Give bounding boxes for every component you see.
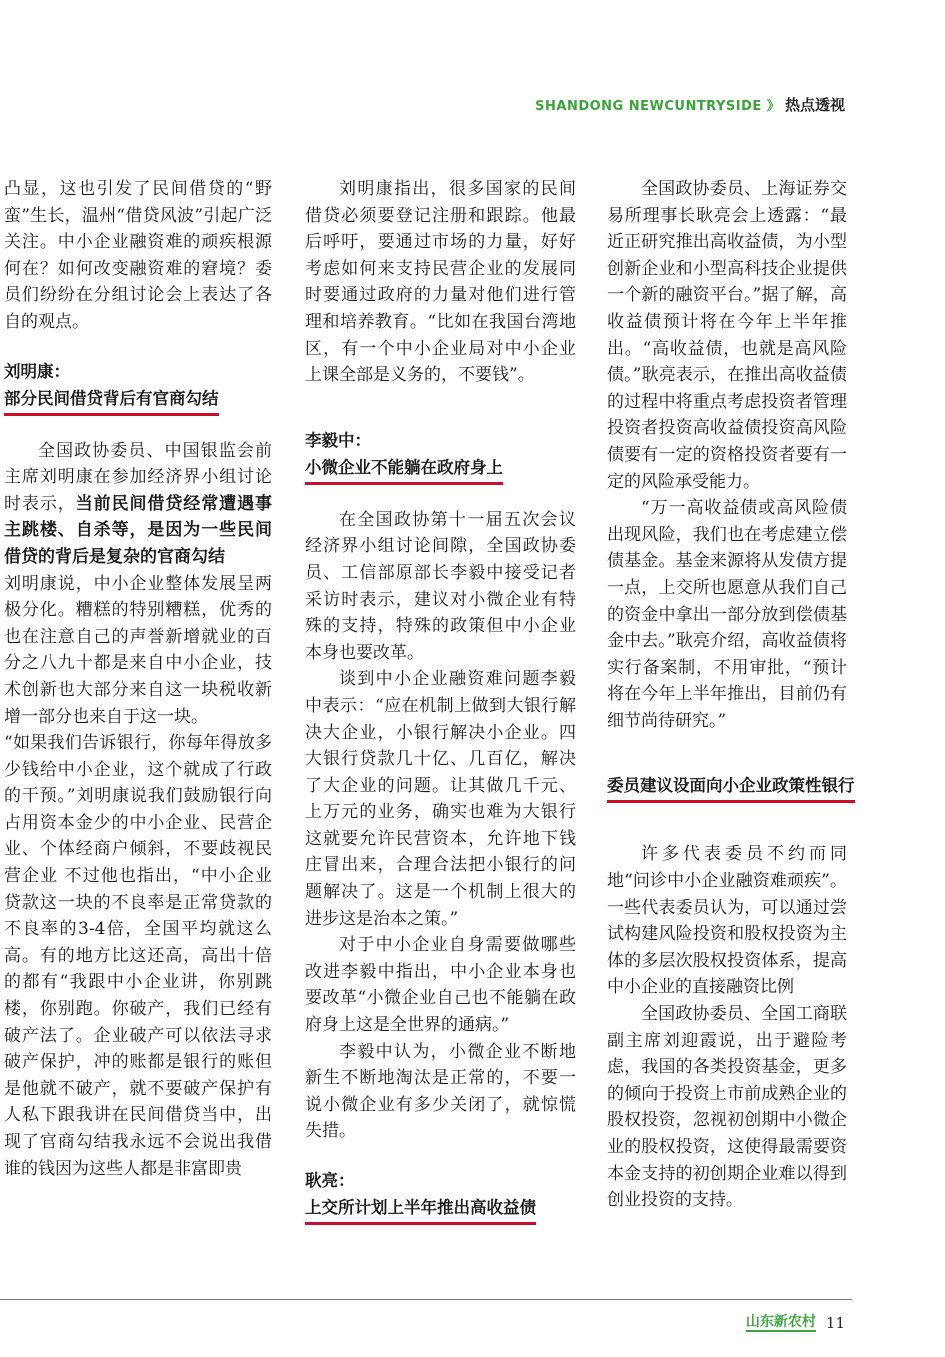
subheading-speaker: 刘明康： bbox=[4, 361, 70, 381]
body-text: 全国政协委员、中国银监会前主席刘明康在参加经济界小组讨论时表示， bbox=[4, 440, 272, 514]
body-paragraph: 全国政协委员、全国工商联副主席刘迎霞说，出于避险考虑，我国的各类投资基金，更多的倾向于投资上市前成熟企业的股权投资，忽视初创期中小微企业的股权投资，这使得最需要资本金支持的初创期企业难以得到创业投资的支持。 bbox=[607, 1004, 847, 1211]
footer-divider bbox=[0, 1299, 852, 1300]
section-name: 热点透视 bbox=[784, 96, 845, 114]
subheading-title: 小微企业不能躺在政府身上 bbox=[305, 454, 503, 485]
running-header bbox=[535, 94, 845, 115]
header-separator: 》 bbox=[766, 99, 780, 114]
page-number: 11 bbox=[825, 1314, 845, 1332]
column-2 bbox=[305, 176, 576, 1225]
column-3 bbox=[607, 176, 855, 1214]
subheading-title: 委员建议设面向小企业政策性银行 bbox=[607, 772, 855, 803]
subheading-li-yizhong bbox=[305, 427, 576, 485]
subheading-title: 上交所计划上半年推出高收益债 bbox=[305, 1194, 536, 1225]
subheading-policy-bank bbox=[607, 772, 855, 803]
body-paragraph: 全国政协委员、上海证券交易所理事长耿亮会上透露：“最近正研究推出高收益债，为小型创新企业和小型高科技企业提供一个新的融资平台。”据了解，高收益债预计将在今年上半年推出。“高收益债，也就是高风险债。”耿亮表示，在推出高收益债的过程中将重点考虑投资者管理投资者投资高收益债投资高风险债要有一定的资格投资者要有一定的风险承受能力。 bbox=[607, 179, 847, 492]
intro-paragraph: 凸显，这也引发了民间借贷的“野蛮”生长，温州“借贷风波”引起广泛关注。中小企业融资难的顽疾根源何在？如何改变融资难的窘境？委员们纷纷在分组讨论会上表达了各自的观点。 bbox=[4, 179, 272, 332]
body-paragraph: 刘明康指出，很多国家的民间借贷必须要登记注册和跟踪。他最后呼吁，要通过市场的力量，好好考虑如何来支持民营企业的发展同时要通过政府的力量对他们进行管理和培养教育。“比如在我国台湾地区，有一个中小企业局对中小企业上课全部是义务的，不要钱”。 bbox=[305, 179, 576, 386]
page-footer bbox=[746, 1314, 845, 1332]
subheading-liu-minkang bbox=[4, 358, 272, 416]
magazine-logo: 山东新农村 bbox=[745, 1314, 816, 1330]
body-paragraph: 谈到中小企业融资难问题李毅中表示：“应在机制上做到大银行解决大企业，小银行解决小企业。四大银行贷款几十亿、几百亿，解决了大企业的问题。让其做几千元、上万元的业务，确实也难为大银行这就要允许民营资本，允许地下钱庄冒出来，合理合法把小银行的问题解决了。这是一个机制上很大的进步这是治本之策。” bbox=[305, 669, 576, 929]
body-paragraph: 许多代表委员不约而同地“问诊中小企业融资难顽疾”。一些代表委员认为，可以通过尝试构建风险投资和股权投资为主体的多层次股权投资体系，提高中小企业的直接融资比例 bbox=[607, 844, 847, 998]
magazine-brand: SHANDONG NEWCUNTRYSIDE bbox=[535, 99, 762, 114]
body-paragraph: 李毅中认为，小微企业不断地新生不断地淘汰是正常的，不要一说小微企业有多少关闭了，就惊慌失措。 bbox=[305, 1041, 576, 1142]
body-paragraph: 刘明康说，中小企业整体发展呈两极分化。糟糕的特别糟糕，优秀的也在注意自己的声誉新增就业的百分之八九十都是来自中小企业，技术创新也大部分来自这一块税收新增一部分也来自于这一块。 bbox=[4, 573, 272, 727]
subheading-geng-liang bbox=[305, 1167, 576, 1225]
body-paragraph bbox=[4, 438, 272, 571]
body-paragraph: “万一高收益债或高风险债出现风险，我们也在考虑建立偿债基金。基金来源将从发债方提一点，上交所也愿意从我们自己的资金中拿出一部分放到偿债基金中去。”耿亮介绍，高收益债将实行备案制，不用审批，“预计将在今年上半年推出，目前仍有细节尚待研究。” bbox=[607, 498, 847, 731]
body-text-emphasis: 当前民间借贷经常遭遇事主跳楼、自杀等，是因为一些民间借贷的背后是复杂的官商勾结 bbox=[4, 493, 273, 567]
subheading-title: 部分民间借贷背后有官商勾结 bbox=[4, 385, 219, 416]
subheading-speaker: 李毅中： bbox=[305, 430, 371, 450]
subheading-speaker: 耿亮： bbox=[305, 1171, 355, 1190]
body-paragraph: “如果我们告诉银行，你每年得放多少钱给中小企业，这个就成了行政的干预。”刘明康说我们鼓励银行向占用资本金少的中小企业、民营企业、个体经商户倾斜，不要歧视民营企业 不过他也指出，“中小企业贷款这一块的不良率是正常贷款的不良率的3-4倍，全国平均就这么高。有的地方比这还高，高出十倍的都有“我跟中小企业讲，你别跳楼，你别跑。你破产，我们已经有破产法了。企业破产可以依法寻求破产保护，冲的账都是银行的账但是他就不破产，就不要破产保护有人私下跟我讲在民间借贷当中，出现了官商勾结我永远不会说出我借谁的钱因为这些人都是非富即贵 bbox=[4, 733, 272, 1179]
column-1 bbox=[4, 176, 272, 1182]
body-paragraph: 对于中小企业自身需要做哪些改进李毅中指出，中小企业本身也要改革“小微企业自己也不能躺在政府身上这是全世界的通病。” bbox=[305, 935, 576, 1036]
body-paragraph: 在全国政协第十一届五次会议经济界小组讨论间隙，全国政协委员、工信部原部长李毅中接受记者采访时表示，建议对小微企业有特殊的支持，特殊的政策但中小企业本身也要改革。 bbox=[305, 509, 576, 663]
